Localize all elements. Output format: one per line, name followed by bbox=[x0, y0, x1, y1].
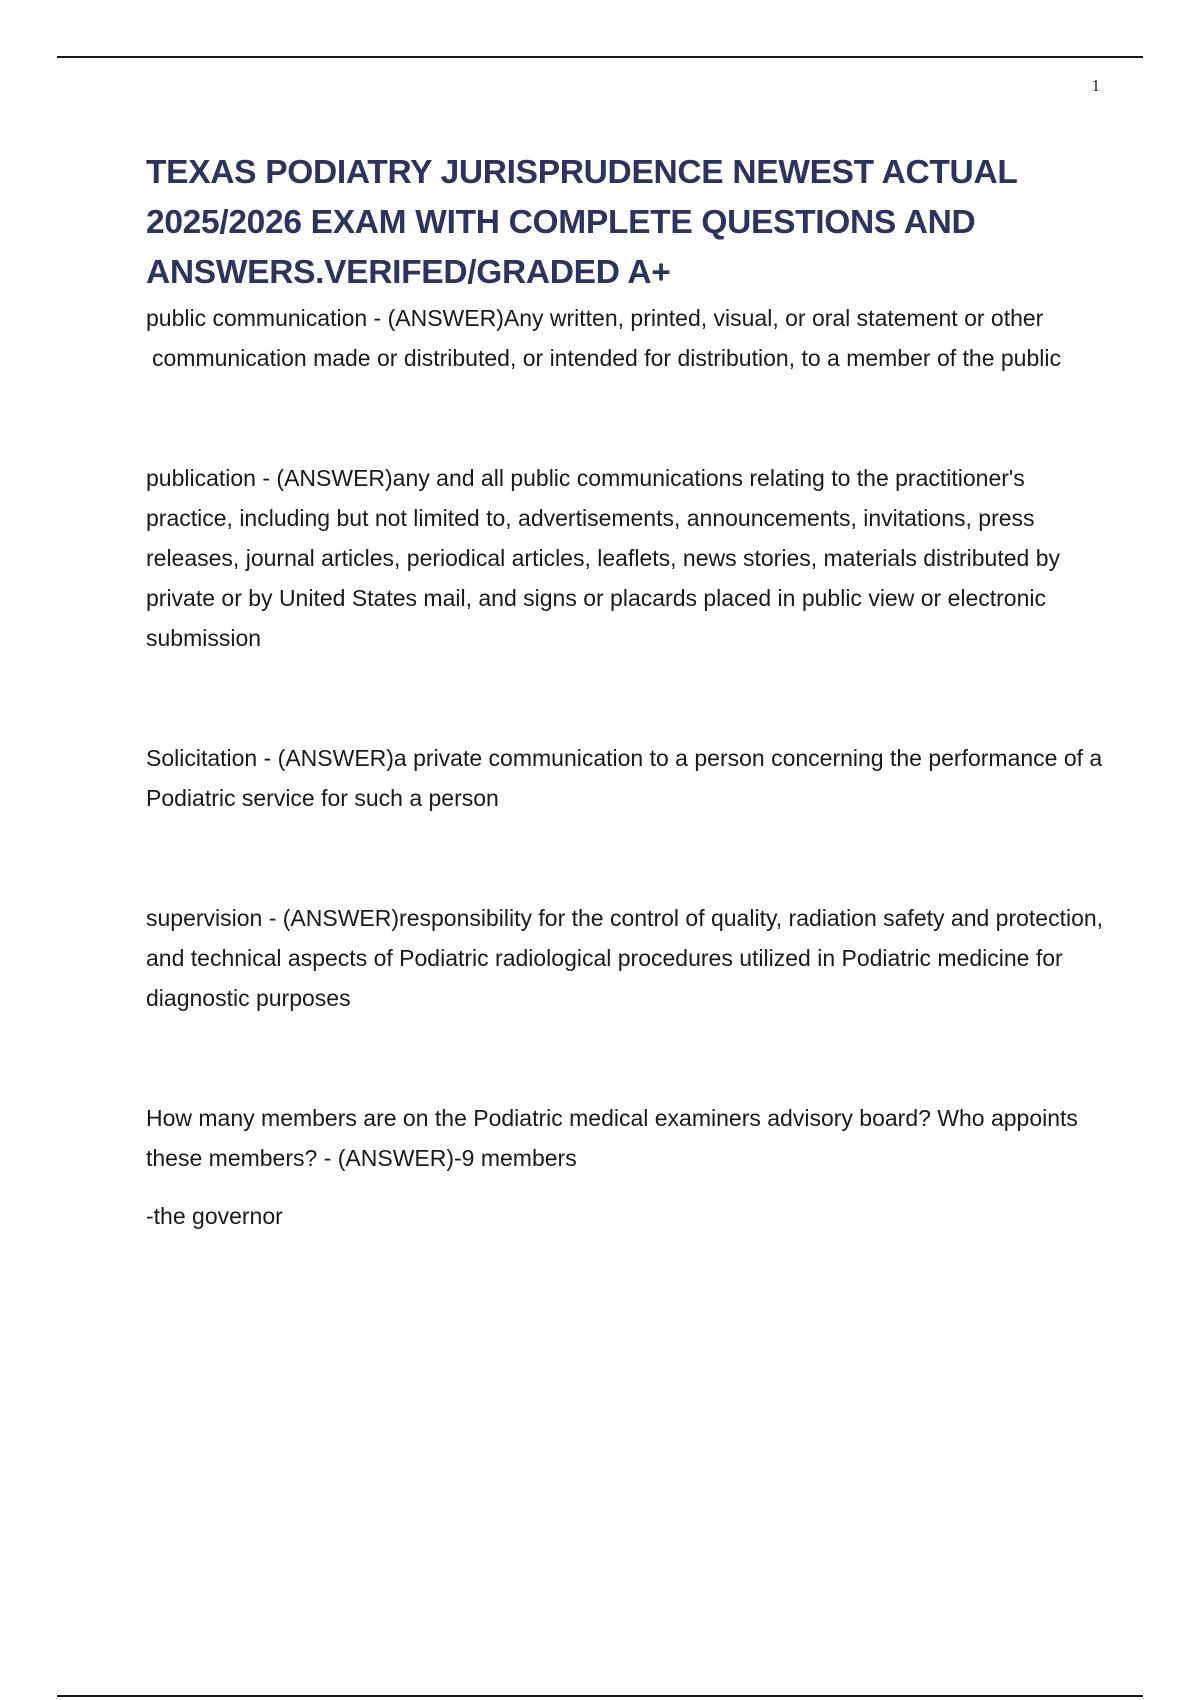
page-content bbox=[146, 148, 1106, 1236]
entry-publication: publication - (ANSWER)any and all public communications relating to the practitioner's practice, including but not limited to, advertisements, announcements, invitations, press releases, journal articles, periodical articles, leaflets, news stories, materials distributed by private or by United States mail, and signs or placards placed in public view or electronic submission bbox=[146, 465, 1061, 651]
page-number: 1 bbox=[1091, 76, 1100, 95]
spacer bbox=[146, 378, 1106, 458]
footer-rule bbox=[57, 1695, 1143, 1697]
entry-supervision: supervision - (ANSWER)responsibility for the control of quality, radiation safety and protection, and technical aspects of Podiatric radiological procedures utilized in Podiatric medicine for diagnostic purposes bbox=[146, 905, 1104, 1011]
spacer bbox=[146, 1178, 1106, 1196]
entry-public-communication: public communication - (ANSWER)Any written, printed, visual, or oral statement or other communication made or distributed, or intended for distribution, to a member of the public bbox=[146, 305, 1061, 371]
entry-solicitation: Solicitation - (ANSWER)a private communication to a person concerning the performance of a Podiatric service for such a person bbox=[146, 745, 1103, 811]
spacer bbox=[146, 818, 1106, 898]
entry-advisory-board-answer: -the governor bbox=[146, 1203, 283, 1229]
document-title: TEXAS PODIATRY JURISPRUDENCE NEWEST ACTUAL 2025/2026 EXAM WITH COMPLETE QUESTIONS AND ANSWERS.VERIFED/GRADED A+ bbox=[146, 154, 1017, 291]
header-rule bbox=[57, 56, 1143, 58]
spacer bbox=[146, 658, 1106, 738]
spacer bbox=[146, 1018, 1106, 1098]
entry-advisory-board-question: How many members are on the Podiatric medical examiners advisory board? Who appoints these members? - (ANSWER)-9 members bbox=[146, 1105, 1078, 1171]
